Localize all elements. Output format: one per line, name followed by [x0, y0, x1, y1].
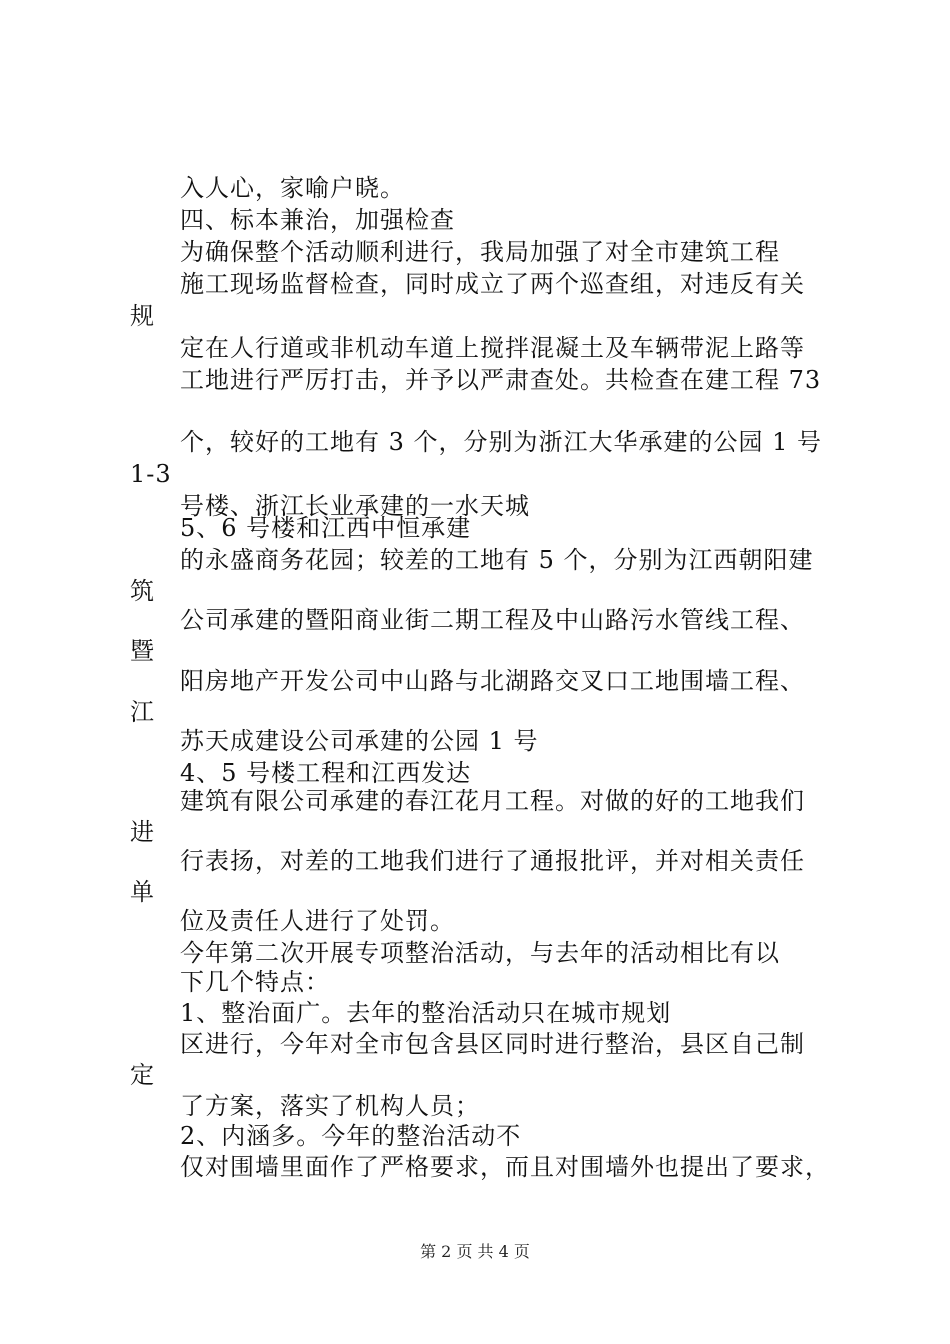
text-line: 号楼、浙江长业承建的一水天城 [180, 492, 530, 520]
wrapped-char: 单 [130, 878, 155, 906]
text-line: 为确保整个活动顺利进行，我局加强了对全市建筑工程 [180, 238, 780, 266]
text-line: 下几个特点： [180, 968, 330, 996]
wrapped-char: 规 [130, 302, 155, 330]
text-line: 5、6 号楼和江西中恒承建 [180, 514, 472, 542]
text-line: 阳房地产开发公司中山路与北湖路交叉口工地围墙工程、 [180, 667, 805, 695]
text-line: 2、内涵多。今年的整治活动不 [180, 1122, 522, 1150]
text-line: 建筑有限公司承建的春江花月工程。对做的好的工地我们 [180, 787, 805, 815]
text-line: 仅对围墙里面作了严格要求，而且对围墙外也提出了要求， [180, 1153, 830, 1181]
text-line: 公司承建的暨阳商业街二期工程及中山路污水管线工程、 [180, 606, 805, 634]
text-line: 工地进行严厉打击，并予以严肃查处。共检查在建工程 73 [180, 366, 822, 394]
text-line: 了方案，落实了机构人员； [180, 1092, 480, 1120]
text-line: 入人心，家喻户晓。 [180, 174, 405, 202]
section-heading: 四、标本兼治，加强检查 [180, 206, 455, 234]
text-line: 今年第二次开展专项整治活动，与去年的活动相比有以 [180, 939, 780, 967]
page-number-footer: 第 2 页 共 4 页 [420, 1242, 530, 1261]
text-line: 4、5 号楼工程和江西发达 [180, 759, 472, 787]
text-line: 位及责任人进行了处罚。 [180, 907, 455, 935]
text-line: 施工现场监督检查，同时成立了两个巡查组，对违反有关 [180, 270, 805, 298]
text-line: 行表扬，对差的工地我们进行了通报批评，并对相关责任 [180, 847, 805, 875]
wrapped-char: 暨 [130, 637, 155, 665]
wrapped-char: 筑 [130, 577, 155, 605]
text-line: 个，较好的工地有 3 个，分别为浙江大华承建的公园 1 号 [180, 428, 823, 456]
text-line: 区进行，今年对全市包含县区同时进行整治，县区自己制 [180, 1030, 805, 1058]
text-line: 的永盛商务花园；较差的工地有 5 个，分别为江西朝阳建 [180, 546, 814, 574]
text-line: 苏天成建设公司承建的公园 1 号 [180, 727, 539, 755]
wrapped-char: 定 [130, 1061, 155, 1089]
wrapped-char: 1-3 [130, 460, 172, 488]
wrapped-char: 进 [130, 818, 155, 846]
text-line: 定在人行道或非机动车道上搅拌混凝土及车辆带泥上路等 [180, 334, 805, 362]
wrapped-char: 江 [130, 698, 155, 726]
text-line: 1、整治面广。去年的整治活动只在城市规划 [180, 999, 672, 1027]
